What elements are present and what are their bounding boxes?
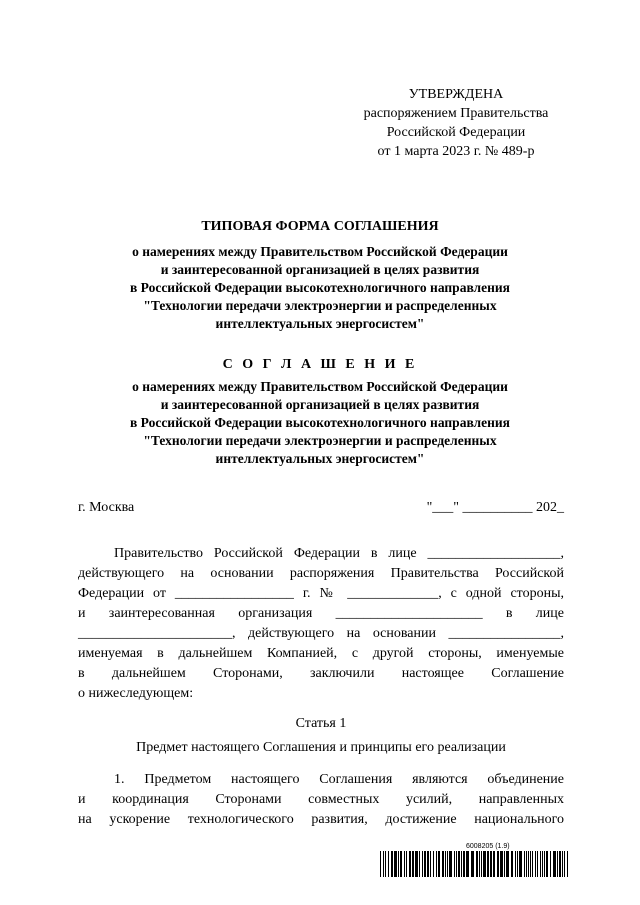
agreement-title: С О Г Л А Ш Е Н И Е	[222, 357, 418, 372]
barcode-icon	[380, 851, 570, 877]
preamble-line: действующего на основании распоряжения Правительства Российской	[78, 566, 564, 581]
approval-line: распоряжением Правительства	[363, 106, 549, 121]
article-title: Предмет настоящего Соглашения и принципы его реализации	[136, 740, 506, 755]
preamble-line: о нижеследующем:	[78, 686, 194, 701]
place-date-row	[78, 498, 564, 518]
preamble-line: в дальнейшем Сторонами, заключили настоящее Соглашение	[78, 666, 564, 681]
form-subtitle-line: в Российской Федерации высокотехнологичного направления	[130, 280, 510, 295]
agreement-subtitle	[70, 378, 570, 468]
agreement-subtitle-line: в Российской Федерации высокотехнологичного направления	[130, 415, 510, 430]
preamble-line: и заинтересованная организация _____________________ в лице	[78, 606, 564, 621]
agreement-subtitle-line: о намерениях между Правительством Российской Федерации	[132, 379, 508, 394]
date-field: "___" __________ 202_	[426, 500, 564, 515]
form-title: ТИПОВАЯ ФОРМА СОГЛАШЕНИЯ	[201, 219, 439, 234]
approval-line: Российской Федерации	[386, 125, 526, 140]
form-subtitle-line: "Технологии передачи электроэнергии и распределенных	[143, 298, 497, 313]
document-code: 6008205 (1.9)	[466, 843, 510, 850]
clause-line: 1. Предметом настоящего Соглашения являются объединение	[114, 772, 564, 787]
agreement-subtitle-line: интеллектуальных энергосистем"	[215, 451, 425, 466]
place: г. Москва	[78, 500, 135, 515]
form-subtitle-line: интеллектуальных энергосистем"	[215, 316, 425, 331]
approval-line: от 1 марта 2023 г. № 489-р	[377, 144, 535, 159]
preamble-line: ______________________, действующего на основании ________________,	[78, 626, 564, 641]
preamble-line: именуемая в дальнейшем Компанией, с другой стороны, именуемые	[78, 646, 564, 661]
form-subtitle-line: о намерениях между Правительством Российской Федерации	[132, 244, 508, 259]
clause-line: и координация Сторонами совместных усилий, направленных	[78, 792, 564, 807]
preamble-line: Правительство Российской Федерации в лице ___________________,	[114, 546, 564, 561]
form-subtitle-line: и заинтересованной организацией в целях развития	[160, 262, 480, 277]
clause-1	[78, 770, 564, 830]
form-subtitle	[70, 243, 570, 333]
clause-line: на ускорение технологического развития, достижение национального	[78, 812, 564, 827]
agreement-subtitle-line: и заинтересованной организацией в целях развития	[160, 397, 480, 412]
preamble	[78, 544, 564, 704]
article-number: Статья 1	[295, 716, 347, 731]
approval-stamp	[340, 85, 572, 161]
approval-line: УТВЕРЖДЕНА	[408, 87, 504, 102]
agreement-subtitle-line: "Технологии передачи электроэнергии и распределенных	[143, 433, 497, 448]
preamble-line: Федерации от _________________ г. № _____________, с одной стороны,	[78, 586, 564, 601]
